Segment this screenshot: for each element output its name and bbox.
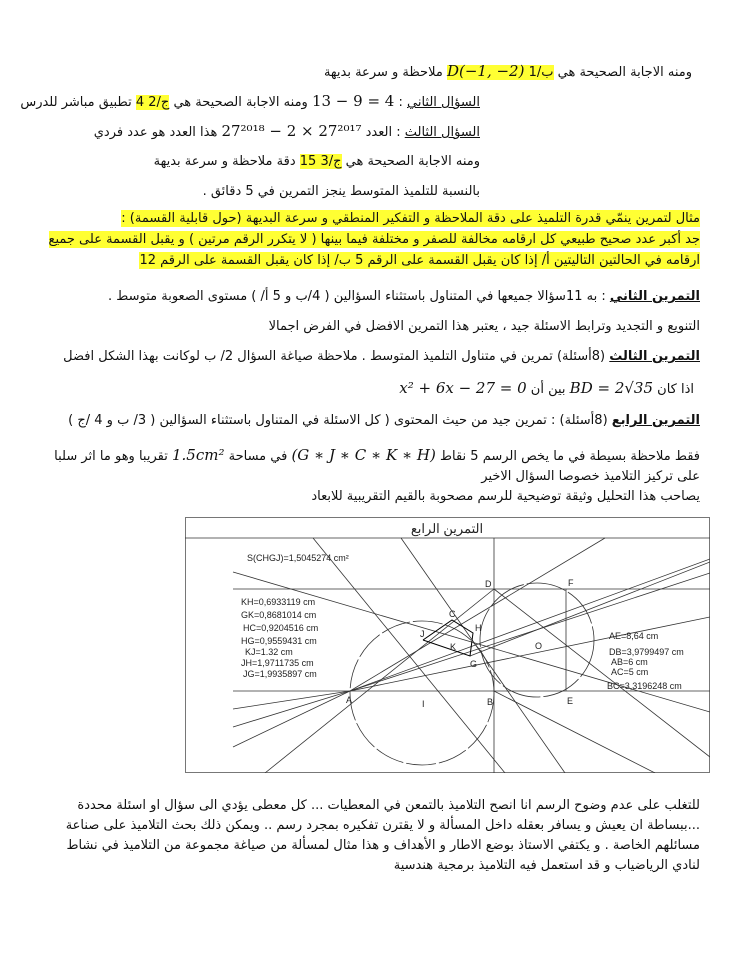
text: مثال لتمرين ينمّي قدرة التلميذ على دقة الملاحظة و التفكير المنطقي و سرعة البديهة (حول قابلية القسمة) :: [121, 211, 700, 226]
math: 13 − 9 = 4: [311, 92, 395, 110]
point-label: D: [485, 579, 492, 589]
line-question-2: [20, 92, 480, 112]
highlight-answer: ج/2 4: [135, 95, 170, 110]
math: 27²⁰¹⁸ − 2 × 27²⁰¹⁷: [221, 122, 362, 140]
heading: التمرين الثاني: [609, 289, 700, 304]
figure-title: التمرين الرابع: [410, 521, 484, 536]
text: هذا العدد هو عدد فردي: [93, 125, 222, 140]
line-answer-3: [154, 153, 480, 171]
closing-line-4: لنادي الرياضياب و قد استعمل فيه التلاميذ برمجية هندسية: [393, 858, 700, 873]
geometry-figure: [185, 517, 710, 773]
line-question-3: [94, 122, 480, 142]
measure: DB=3,9799497 cm: [609, 647, 684, 657]
point-label: G: [470, 659, 478, 669]
math: 1.5cm²: [171, 446, 225, 464]
measure: KH=0,6933119 cm: [241, 597, 316, 607]
point-label: O: [535, 641, 543, 651]
point-label: K: [450, 642, 457, 652]
text: تطبيق مباشر للدرس: [20, 95, 136, 110]
text: بين أن: [526, 382, 570, 397]
measure: GK=0,8681014 cm: [241, 610, 317, 620]
point-label: F: [568, 578, 574, 588]
text: جد أكبر عدد صحيح طبيعي كل ارقامه مخالفة للصفر و مختلفة فيما بينها ( لا يتكرر الرقم مرتين ) و يقبل القسمة على جميع: [48, 232, 700, 247]
measure: AB=6 cm: [611, 657, 648, 667]
point-label: B: [487, 697, 494, 707]
text: تقريبا وهو ما اثر سلبا: [54, 449, 172, 464]
text: ب/1: [528, 65, 554, 80]
text: : العدد: [361, 125, 405, 140]
math: BD = 2√35: [569, 379, 654, 397]
text: :: [394, 95, 407, 110]
closing-line-2: ...ببساطة ان يعيش و يسافر بعقله داخل المسألة و لا يقترن تفكيره بمجرد رسم .. ويمكن ذلك بحث التلاميذ على صناعة: [65, 818, 700, 833]
math: (G ∗ J ∗ C ∗ K ∗ H): [291, 446, 436, 464]
measure: KJ=1.32 cm: [245, 647, 293, 657]
highlight-answer: [446, 62, 554, 80]
measure: HC=0,9204516 cm: [243, 623, 319, 633]
exercise-3: [63, 348, 700, 366]
exercise-4: [68, 412, 700, 430]
point-label: A: [346, 695, 353, 705]
exercise-4-note: [54, 446, 700, 466]
point-label: H: [475, 623, 482, 633]
text: ملاحظة و سرعة بديهة: [323, 65, 447, 80]
text: ومنه الاجابة الصحيحة هي: [341, 154, 480, 169]
right-measures: [607, 631, 684, 691]
area-label: S(CHGJ)=1,5045274 cm²: [247, 553, 349, 563]
exercise-2-note: التنويع و التجديد وترابط الاسئلة جيد ، يعتبر هذا التمرين الافضل في الفرض اجمالا: [268, 319, 700, 334]
text: (8أسئلة) تمرين في متناول التلميذ المتوسط . ملاحظة صياغة السؤال 2/ ب لوكانت بهذا الشكل افضل: [63, 349, 610, 364]
measure: HG=0,9559431 cm: [241, 636, 317, 646]
measure: JG=1,9935897 cm: [243, 669, 317, 679]
text: في مساحة: [224, 449, 292, 464]
measure: BC=3,3196248 cm: [607, 681, 682, 691]
point-label: I: [422, 699, 425, 709]
text: ارقامه في الحالتين التاليتين أ/ إذا كان يقبل القسمة على الرقم 5 ب/ إذا كان يقبل القسمة على الرقم 12: [139, 253, 700, 268]
text: ومنه الاجابة الصحيحة هي: [553, 65, 692, 80]
exercise-4-note-3: يصاحب هذا التحليل وثيقة توضيحية للرسم مصحوبة بالقيم التقريبية للابعاد: [311, 489, 700, 504]
highlight-answer: ج/3 15: [299, 154, 342, 169]
exercise-2: [108, 288, 700, 306]
math: x² + 6x − 27 = 0: [399, 379, 527, 397]
label: السؤال الثالث: [404, 125, 480, 140]
heading: التمرين الثالث: [609, 349, 700, 364]
measure: AE=8,64 cm: [609, 631, 659, 641]
measure: JH=1,9711735 cm: [241, 658, 314, 668]
point-label: E: [567, 696, 574, 706]
text: دقة ملاحظة و سرعة بديهة: [153, 154, 300, 169]
text: (8أسئلة) : تمرين جيد من حيث المحتوى ( كل الاسئلة في المتناول باستثناء السؤالين ( 3/ ب و 4 /ج ): [68, 413, 612, 428]
closing-line-1: للتغلب على عدم وضوح الرسم انا انصح التلاميذ بالتمعن في المعطيات ... كل معطى يؤدي الى سؤال او اسئلة محددة: [77, 798, 700, 813]
line-time: بالنسبة للتلميذ المتوسط ينجز التمرين في 5 دقائق .: [202, 184, 480, 199]
example-highlight-block: [30, 208, 700, 271]
exercise-3-formula: [399, 379, 694, 399]
text: اذا كان: [653, 382, 694, 397]
measure: AC=5 cm: [611, 667, 649, 677]
heading: التمرين الرابع: [611, 413, 700, 428]
exercise-4-note-2: على تركيز التلاميذ خصوصا السؤال الاخير: [481, 469, 700, 484]
label: السؤال الثاني: [407, 95, 480, 110]
line-answer-1: [324, 62, 692, 82]
point-label: C: [449, 609, 456, 619]
point-label: J: [420, 629, 425, 639]
closing-line-3: مسائلهم الخاصة . و يكتفي الاستاذ بوضع الاطار و الأهداف و هذا مثال لمسألة من صياغة مجموعة من التلاميذ في نشاط: [66, 838, 700, 853]
text: : به 11سؤالا جميعها في المتناول باستثناء السؤالين ( 4/ب و 5 أ/ ) مستوى الصعوبة متوسط .: [108, 289, 610, 304]
text: فقط ملاحظة بسيطة في ما يخص الرسم 5 نقاط: [435, 449, 700, 464]
text: ومنه الاجابة الصحيحة هي: [169, 95, 312, 110]
left-measures: [241, 597, 318, 679]
math: D(−1, −2): [446, 62, 525, 80]
point-labels: [346, 578, 574, 709]
